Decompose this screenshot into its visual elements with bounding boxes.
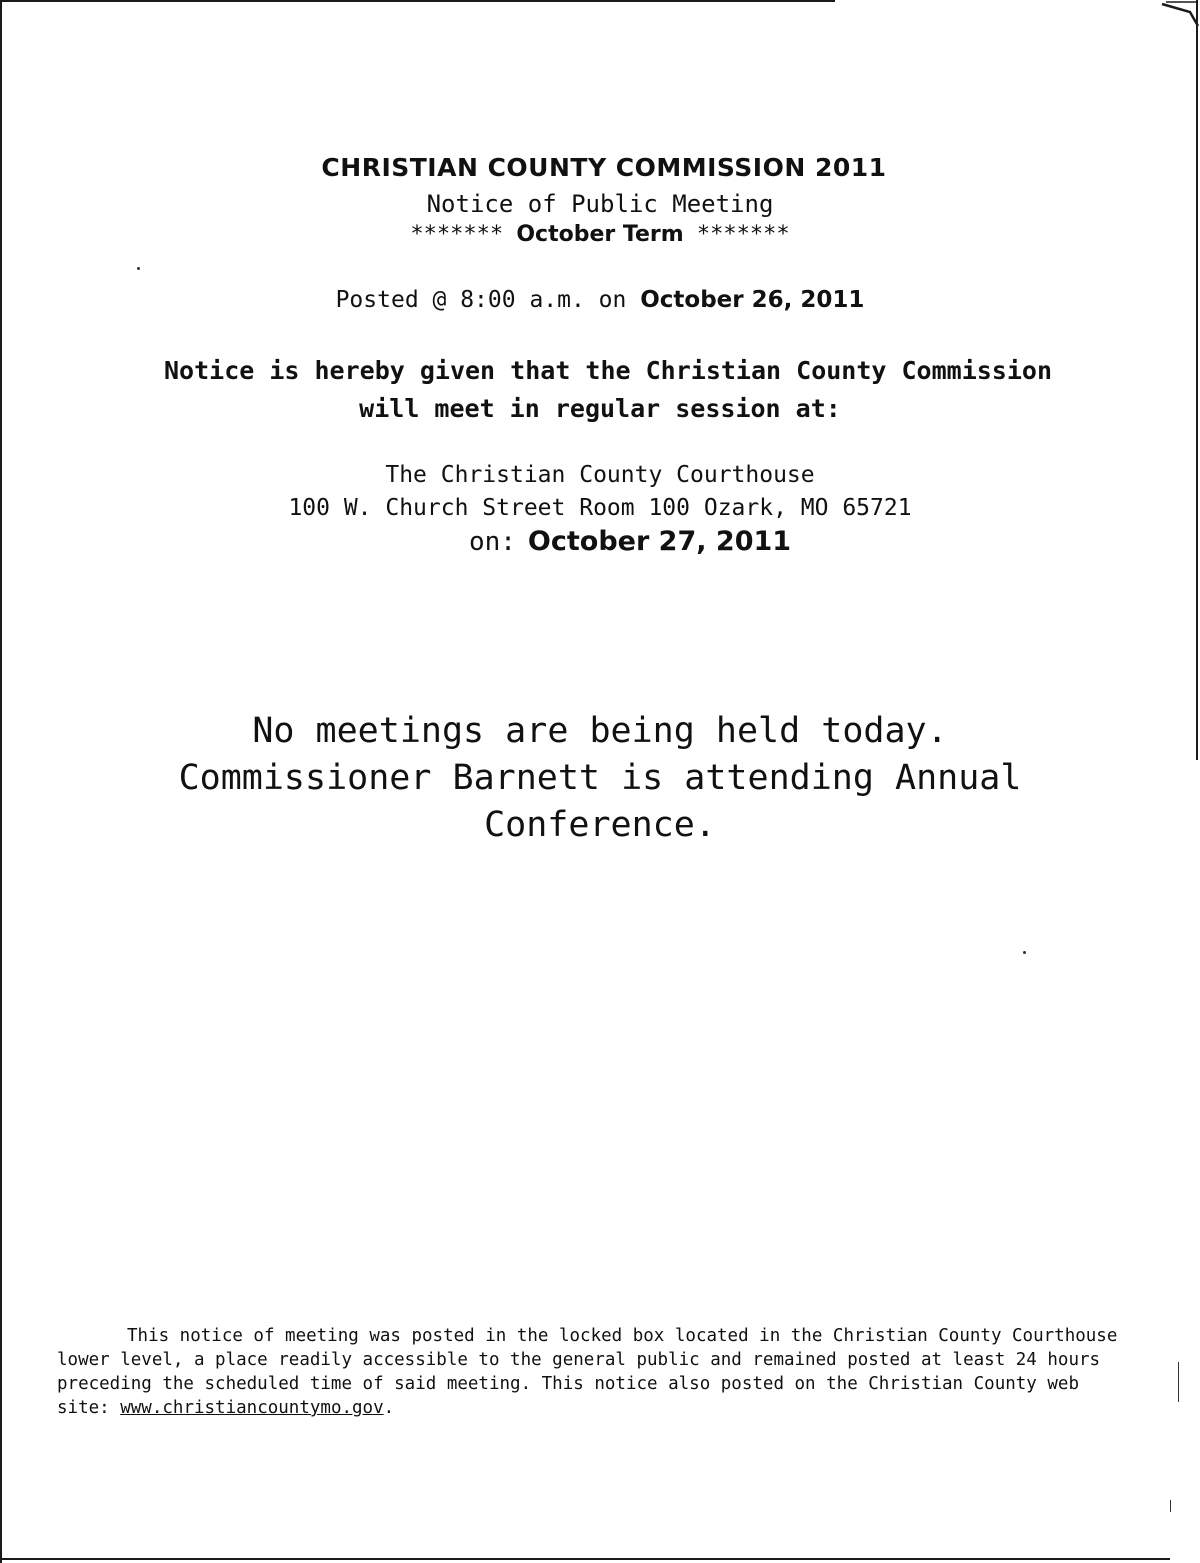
meeting-date: October 27, 2011 bbox=[527, 526, 792, 557]
website-link[interactable]: www.christiancountymo.gov bbox=[120, 1398, 384, 1418]
footnote-line3: preceding the scheduled time of said meeting. This notice also posted on the Christian County web bbox=[57, 1374, 1079, 1394]
term-line bbox=[0, 222, 1200, 247]
margin-mark bbox=[1170, 1500, 1171, 1512]
footnote-line1: This notice of meeting was posted in the locked box located in the Christian County Courthouse bbox=[127, 1326, 1118, 1346]
footnote-line4 bbox=[57, 1396, 1157, 1420]
page-border-bottom bbox=[0, 1558, 1170, 1560]
footnote-period: . bbox=[383, 1398, 395, 1418]
posted-date: October 26, 2011 bbox=[640, 287, 865, 313]
margin-mark bbox=[1178, 1362, 1179, 1402]
message-line1: No meetings are being held today. bbox=[252, 711, 948, 751]
notice-statement-line2: will meet in regular session at: bbox=[359, 394, 841, 423]
message-line3: Conference. bbox=[484, 805, 716, 845]
message-line2: Commissioner Barnett is attending Annual bbox=[178, 758, 1022, 798]
notice-heading: CHRISTIAN COUNTY COMMISSION 2011 bbox=[321, 153, 887, 182]
term-name: October Term bbox=[516, 222, 684, 247]
scan-speck bbox=[1023, 951, 1026, 954]
posted-line bbox=[0, 287, 1200, 313]
footnote-line2: lower level, a place readily accessible to the general public and remained posted at least 24 hours bbox=[57, 1350, 1101, 1370]
posted-prefix: Posted @ 8:00 a.m. on bbox=[335, 287, 627, 313]
term-stars-left: ******* bbox=[410, 222, 504, 247]
posting-footnote bbox=[57, 1324, 1157, 1420]
folded-corner-mark bbox=[1160, 0, 1200, 30]
page-border-top bbox=[0, 0, 835, 2]
notice-statement-line1: Notice is hereby given that the Christian County Commission bbox=[163, 356, 1053, 385]
location-address: 100 W. Church Street Room 100 Ozark, MO 65721 bbox=[288, 495, 912, 521]
on-label: on: bbox=[468, 527, 516, 557]
term-stars-right: ******* bbox=[696, 222, 790, 247]
notice-subheading: Notice of Public Meeting bbox=[426, 190, 774, 218]
footnote-site-label: site: bbox=[57, 1398, 110, 1418]
scan-speck bbox=[137, 267, 140, 270]
meeting-date-line bbox=[0, 526, 1200, 557]
location-name: The Christian County Courthouse bbox=[385, 462, 815, 488]
